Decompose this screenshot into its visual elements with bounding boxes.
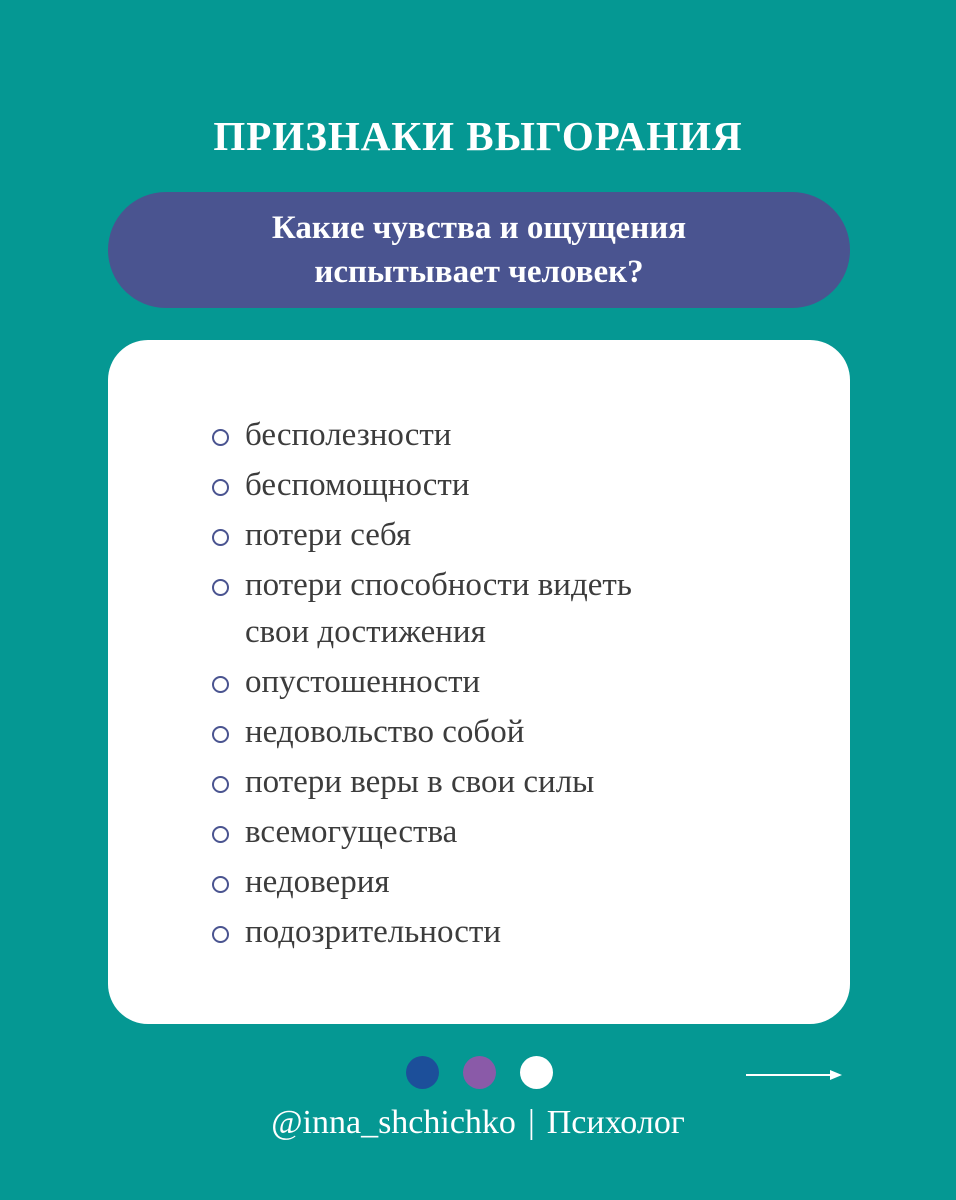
subtitle-line-2: испытывает человек? bbox=[314, 254, 644, 290]
list-item-text: всемогущества bbox=[245, 814, 458, 850]
page-dot-2 bbox=[463, 1056, 496, 1089]
list-item bbox=[212, 759, 632, 806]
list-item-text: бесполезности bbox=[245, 417, 452, 453]
list-item bbox=[212, 809, 632, 856]
author-role: Психолог bbox=[546, 1104, 685, 1141]
list-item-text: потери способности видеть bbox=[245, 567, 632, 603]
author-handle: @inna_shchichko bbox=[271, 1104, 516, 1141]
list-item-text: потери себя bbox=[245, 517, 412, 553]
page-title: ПРИЗНАКИ ВЫГОРАНИЯ bbox=[213, 113, 743, 159]
circle-outline-icon bbox=[212, 429, 229, 446]
circle-outline-icon bbox=[212, 579, 229, 596]
list-item bbox=[212, 909, 632, 956]
page-indicator bbox=[406, 1056, 553, 1089]
circle-outline-icon bbox=[212, 926, 229, 943]
list-item bbox=[212, 512, 632, 559]
circle-outline-icon bbox=[212, 826, 229, 843]
circle-outline-icon bbox=[212, 479, 229, 496]
page-dot-1 bbox=[406, 1056, 439, 1089]
circle-outline-icon bbox=[212, 676, 229, 693]
footer bbox=[0, 1104, 956, 1142]
page-dot-3 bbox=[520, 1056, 553, 1089]
list-item bbox=[212, 562, 632, 656]
circle-outline-icon bbox=[212, 726, 229, 743]
footer-separator: | bbox=[527, 1104, 535, 1141]
circle-outline-icon bbox=[212, 776, 229, 793]
list-item-text: недоверия bbox=[245, 864, 390, 900]
list-item-text: опустошенности bbox=[245, 664, 481, 700]
list-item bbox=[212, 659, 632, 706]
list-item bbox=[212, 709, 632, 756]
arrow-right-icon[interactable] bbox=[746, 1066, 842, 1084]
circle-outline-icon bbox=[212, 529, 229, 546]
list-item-text: недовольство собой bbox=[245, 714, 525, 750]
subtitle-line-1: Какие чувства и ощущения bbox=[271, 210, 687, 246]
list-item bbox=[212, 412, 632, 459]
list-item-text: беспомощности bbox=[245, 467, 470, 503]
subtitle-banner bbox=[108, 192, 850, 308]
circle-outline-icon bbox=[212, 876, 229, 893]
symptom-list bbox=[212, 412, 632, 959]
list-item bbox=[212, 462, 632, 509]
list-item-text: потери веры в свои силы bbox=[245, 764, 595, 800]
list-item-text: подозрительности bbox=[245, 914, 501, 950]
list-item bbox=[212, 859, 632, 906]
list-item-text-continued: свои достижения bbox=[245, 614, 486, 650]
